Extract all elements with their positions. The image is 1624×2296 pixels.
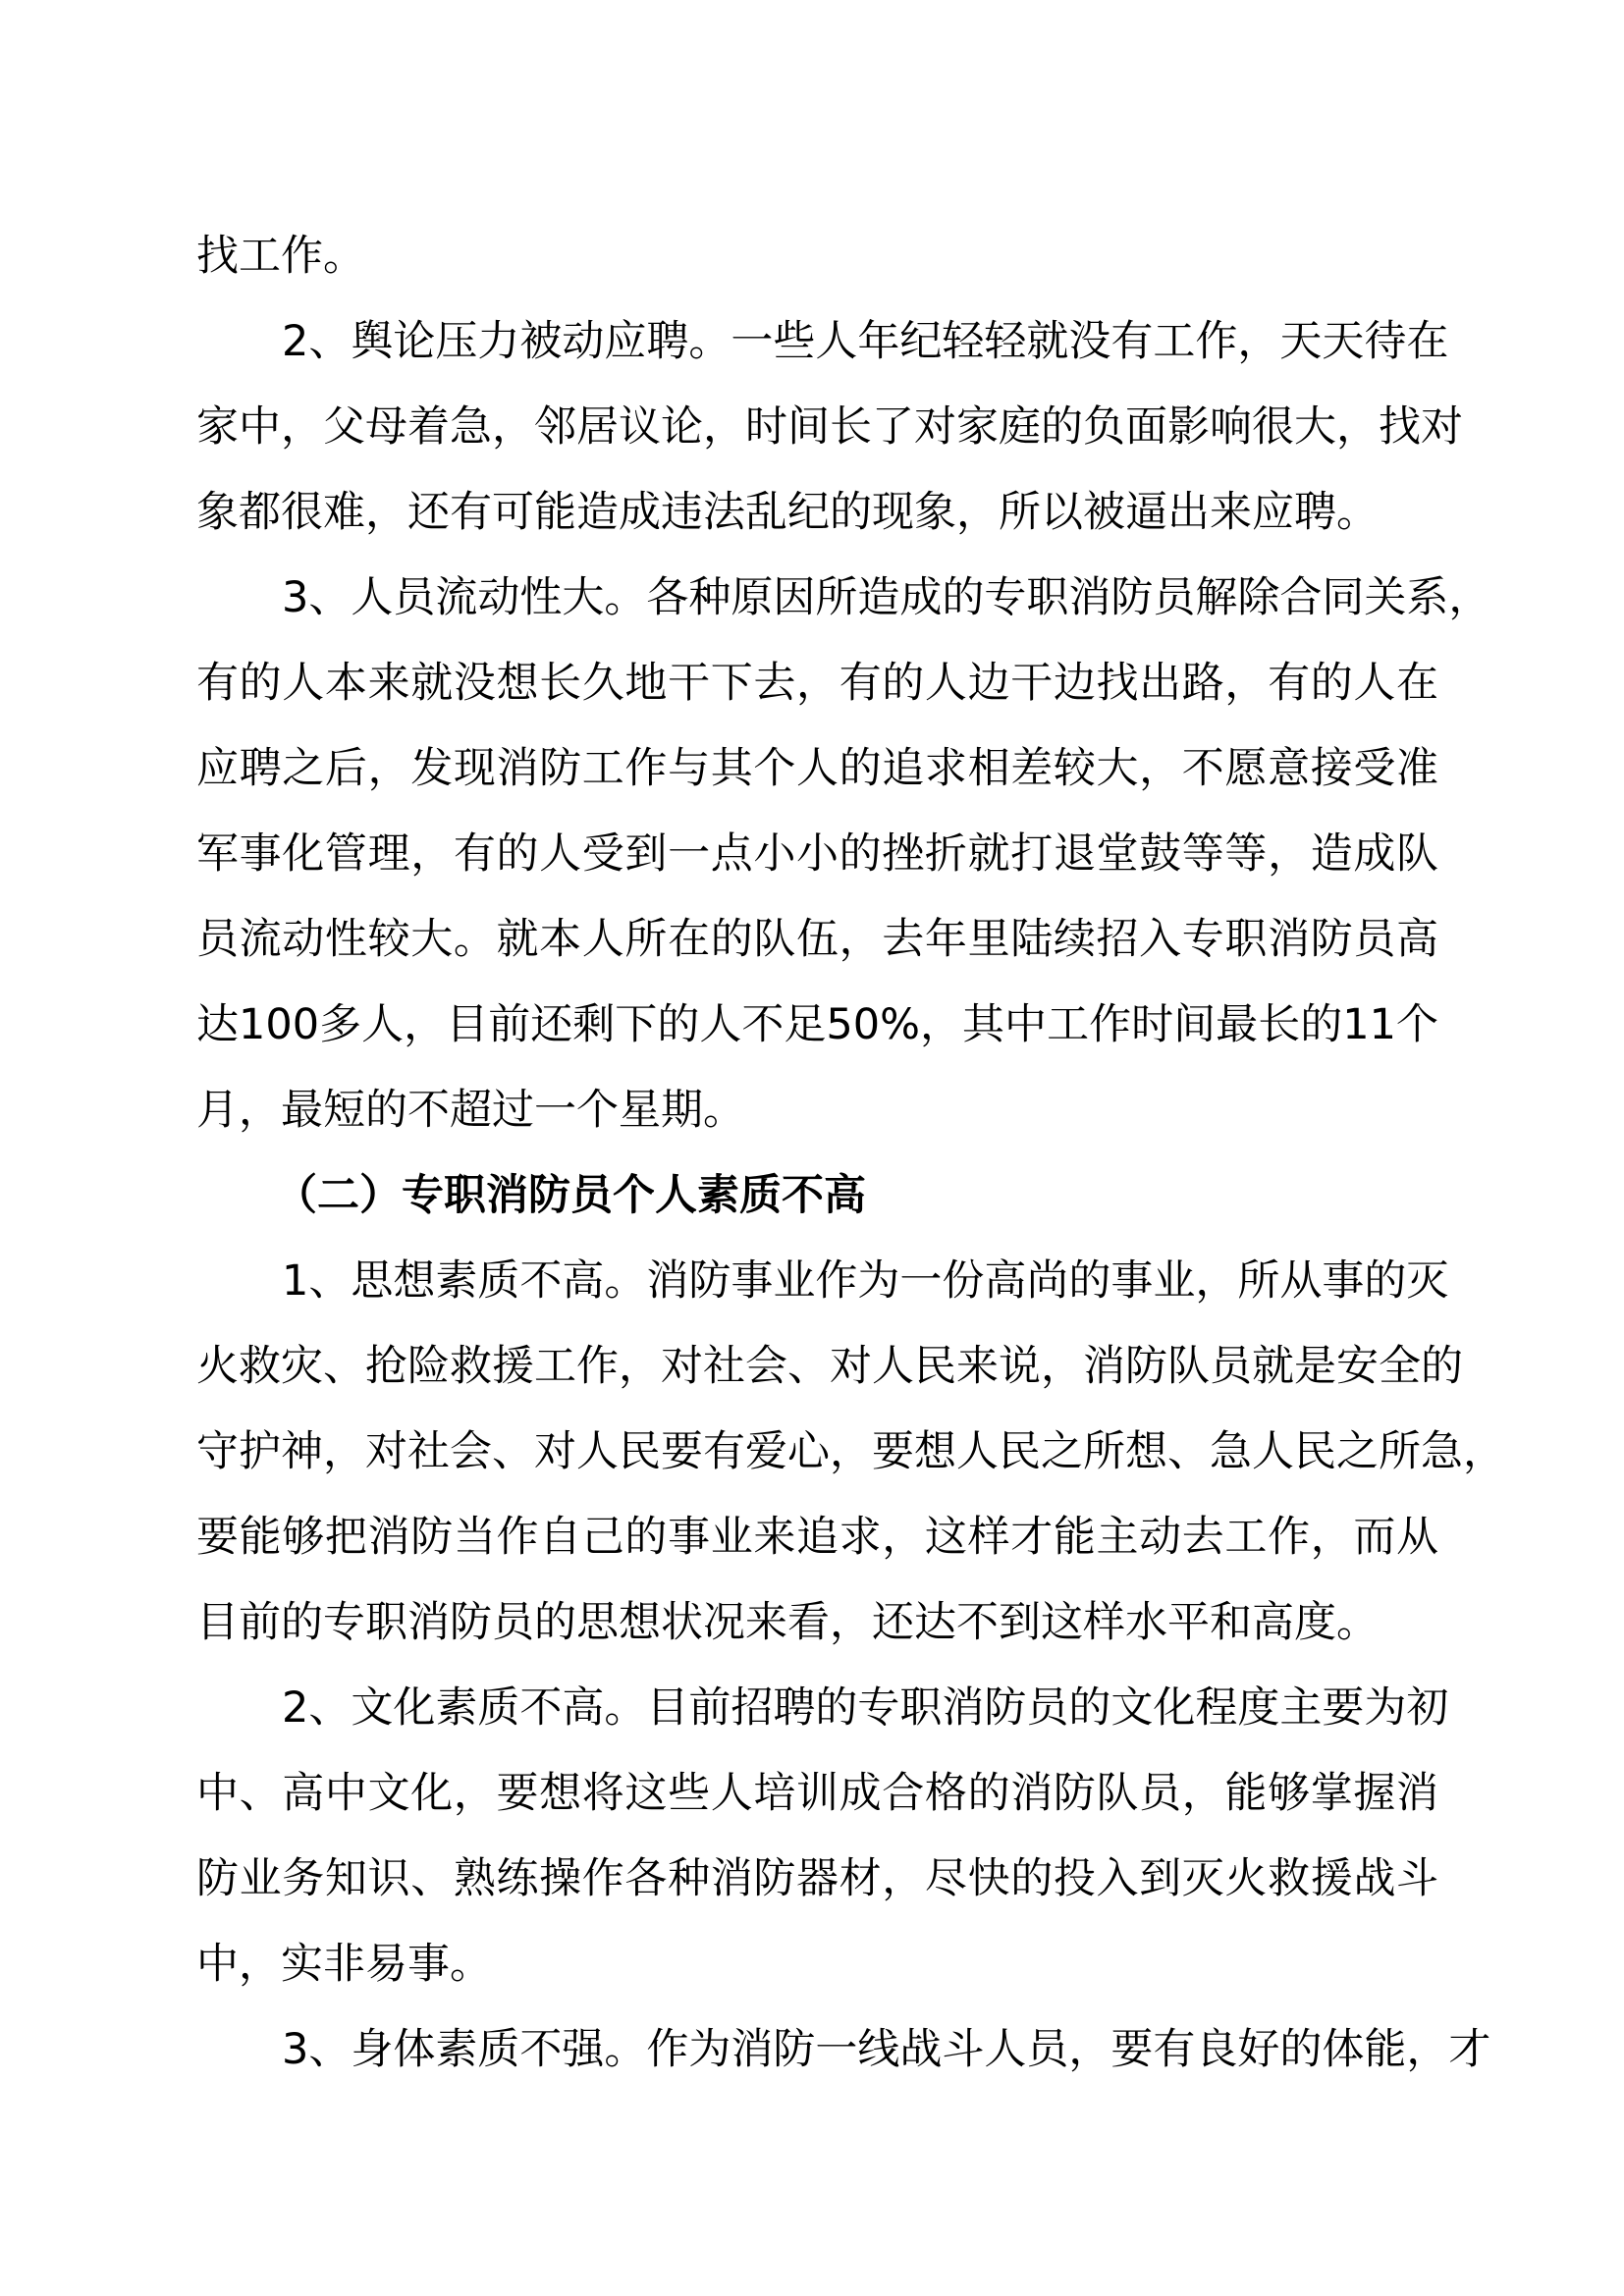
text-line: 有的人本来就没想长久地干下去，有的人边干边找出路，有的人在 [196,659,1438,708]
text-line: 2、舆论压力被动应聘。一些人年纪轻轻就没有工作，天天待在 [282,317,1449,366]
paragraph [196,299,1463,556]
text-line: 目前的专职消防员的思想状况来看，还达不到这样水平和高度。 [196,1598,1379,1647]
document-page [196,214,1505,2093]
text-line: 1、思想素质不高。消防事业作为一份高尚的事业，所从事的灭 [282,1256,1449,1306]
text-line: 中，实非易事。 [196,1940,492,1989]
text-line: 应聘之后，发现消防工作与其个人的追求相差较大，不愿意接受准 [196,744,1438,793]
text-line: 象都很难，还有可能造成违法乱纪的现象，所以被逼出来应聘。 [196,488,1379,537]
text-line: 军事化管理，有的人受到一点小小的挫折就打退堂鼓等等，造成队 [196,829,1438,879]
text-line: 防业务知识、熟练操作各种消防器材，尽快的投入到灭火救援战斗 [196,1854,1438,1903]
paragraph [196,556,1491,1153]
text-line: 达100多人，目前还剩下的人不足50%，其中工作时间最长的11个 [196,1000,1438,1049]
text-line: 员流动性较大。就本人所在的队伍，去年里陆续招入专职消防员高 [196,915,1438,964]
paragraph [196,214,1438,299]
text-line: 要能够把消防当作自己的事业来追求，这样才能主动去工作，而从 [196,1513,1438,1562]
text-line: 3、身体素质不强。作为消防一线战斗人员，要有良好的体能，才 [282,2025,1491,2074]
text-line: 2、文化素质不高。目前招聘的专职消防员的文化程度主要为初 [282,1683,1449,1733]
text-line: 火救灾、抢险救援工作，对社会、对人民来说，消防队员就是安全的 [196,1342,1463,1391]
text-line: 月，最短的不超过一个星期。 [196,1086,745,1135]
heading-text: （二）专职消防员个人素质不高 [275,1171,866,1220]
text-line: 中、高中文化，要想将这些人培训成合格的消防队员，能够掌握消 [196,1769,1438,1818]
paragraph [196,1239,1505,1666]
section-heading [196,1153,1438,1239]
text-line: 3、人员流动性大。各种原因所造成的专职消防员解除合同关系， [282,573,1491,622]
text-line: 家中，父母着急，邻居议论，时间长了对家庭的负面影响很大，找对 [196,402,1463,452]
paragraph [196,1666,1449,2007]
paragraph [196,2007,1491,2093]
text-line: 找工作。 [196,232,365,281]
text-line: 守护神，对社会、对人民要有爱心，要想人民之所想、急人民之所急， [196,1427,1505,1476]
